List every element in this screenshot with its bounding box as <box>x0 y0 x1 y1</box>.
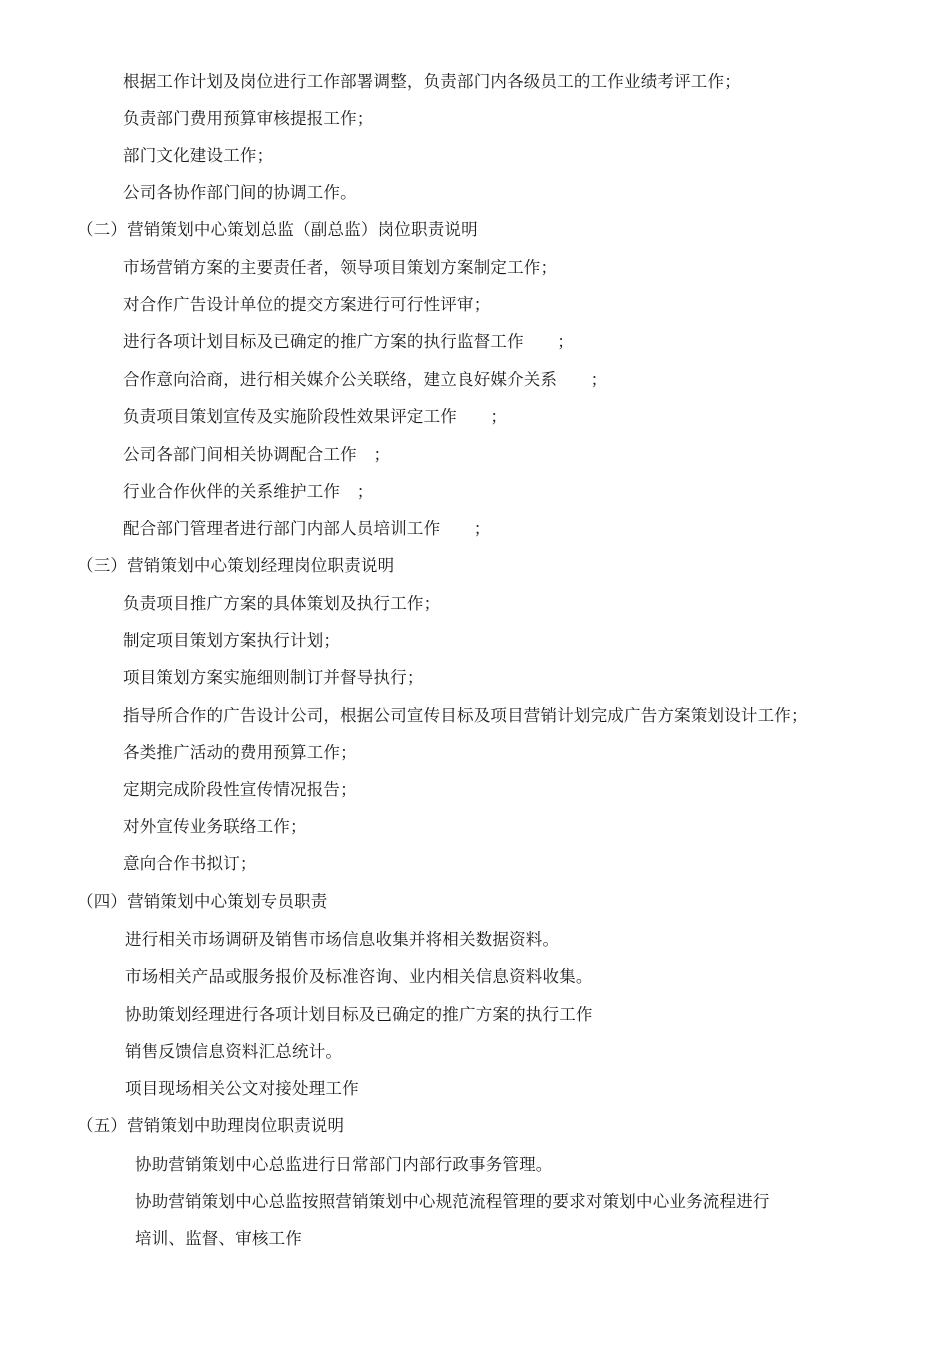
duty-item: 协助策划经理进行各项计划目标及已确定的推广方案的执行工作 <box>125 1005 593 1024</box>
duty-item: 合作意向洽商，进行相关媒介公关联络，建立良好媒介关系 ； <box>123 370 608 389</box>
duty-item: 市场营销方案的主要责任者，领导项目策划方案制定工作； <box>123 258 558 277</box>
duty-item: 协助营销策划中心总监按照营销策划中心规范流程管理的要求对策划中心业务流程进行 <box>135 1192 770 1211</box>
duty-item: 负责项目推广方案的具体策划及执行工作； <box>123 594 441 613</box>
duty-item: 各类推广活动的费用预算工作； <box>123 743 357 762</box>
duty-item: 负责项目策划宣传及实施阶段性效果评定工作 ； <box>123 407 508 426</box>
duty-item: 协助营销策划中心总监进行日常部门内部行政事务管理。 <box>135 1155 553 1174</box>
section-heading: （二）营销策划中心策划总监（副总监）岗位职责说明 <box>77 220 478 239</box>
duty-item: 项目现场相关公文对接处理工作 <box>125 1079 359 1098</box>
duty-item: 行业合作伙伴的关系维护工作 ； <box>123 482 374 501</box>
duty-item: 制定项目策划方案执行计划； <box>123 631 341 650</box>
duty-item: 配合部门管理者进行部门内部人员培训工作 ； <box>123 519 491 538</box>
duty-item: 公司各部门间相关协调配合工作 ； <box>123 445 391 464</box>
duty-item: 定期完成阶段性宣传情况报告； <box>123 780 357 799</box>
duty-item: 市场相关产品或服务报价及标准咨询、业内相关信息资料收集。 <box>125 967 593 986</box>
section-heading: （四）营销策划中心策划专员职责 <box>77 892 328 911</box>
duty-item: 销售反馈信息资料汇总统计。 <box>125 1042 343 1061</box>
duty-item: 对合作广告设计单位的提交方案进行可行性评审； <box>123 295 491 314</box>
duty-item: 部门文化建设工作； <box>123 146 274 165</box>
duty-item: 进行相关市场调研及销售市场信息收集并将相关数据资料。 <box>125 930 560 949</box>
duty-item: 对外宣传业务联络工作； <box>123 817 307 836</box>
duty-item: 培训、监督、审核工作 <box>135 1229 302 1248</box>
duty-item: 进行各项计划目标及已确定的推广方案的执行监督工作 ； <box>123 332 574 351</box>
section-heading: （三）营销策划中心策划经理岗位职责说明 <box>77 556 395 575</box>
section-heading: （五）营销策划中助理岗位职责说明 <box>77 1116 345 1135</box>
duty-item: 意向合作书拟订； <box>123 854 257 873</box>
duty-item: 公司各协作部门间的协调工作。 <box>123 183 357 202</box>
duty-item: 根据工作计划及岗位进行工作部署调整，负责部门内各级员工的工作业绩考评工作； <box>123 72 741 91</box>
duty-item: 负责部门费用预算审核提报工作； <box>123 109 374 128</box>
duty-item: 项目策划方案实施细则制订并督导执行； <box>123 668 424 687</box>
duty-item: 指导所合作的广告设计公司，根据公司宣传目标及项目营销计划完成广告方案策划设计工作； <box>123 706 808 725</box>
